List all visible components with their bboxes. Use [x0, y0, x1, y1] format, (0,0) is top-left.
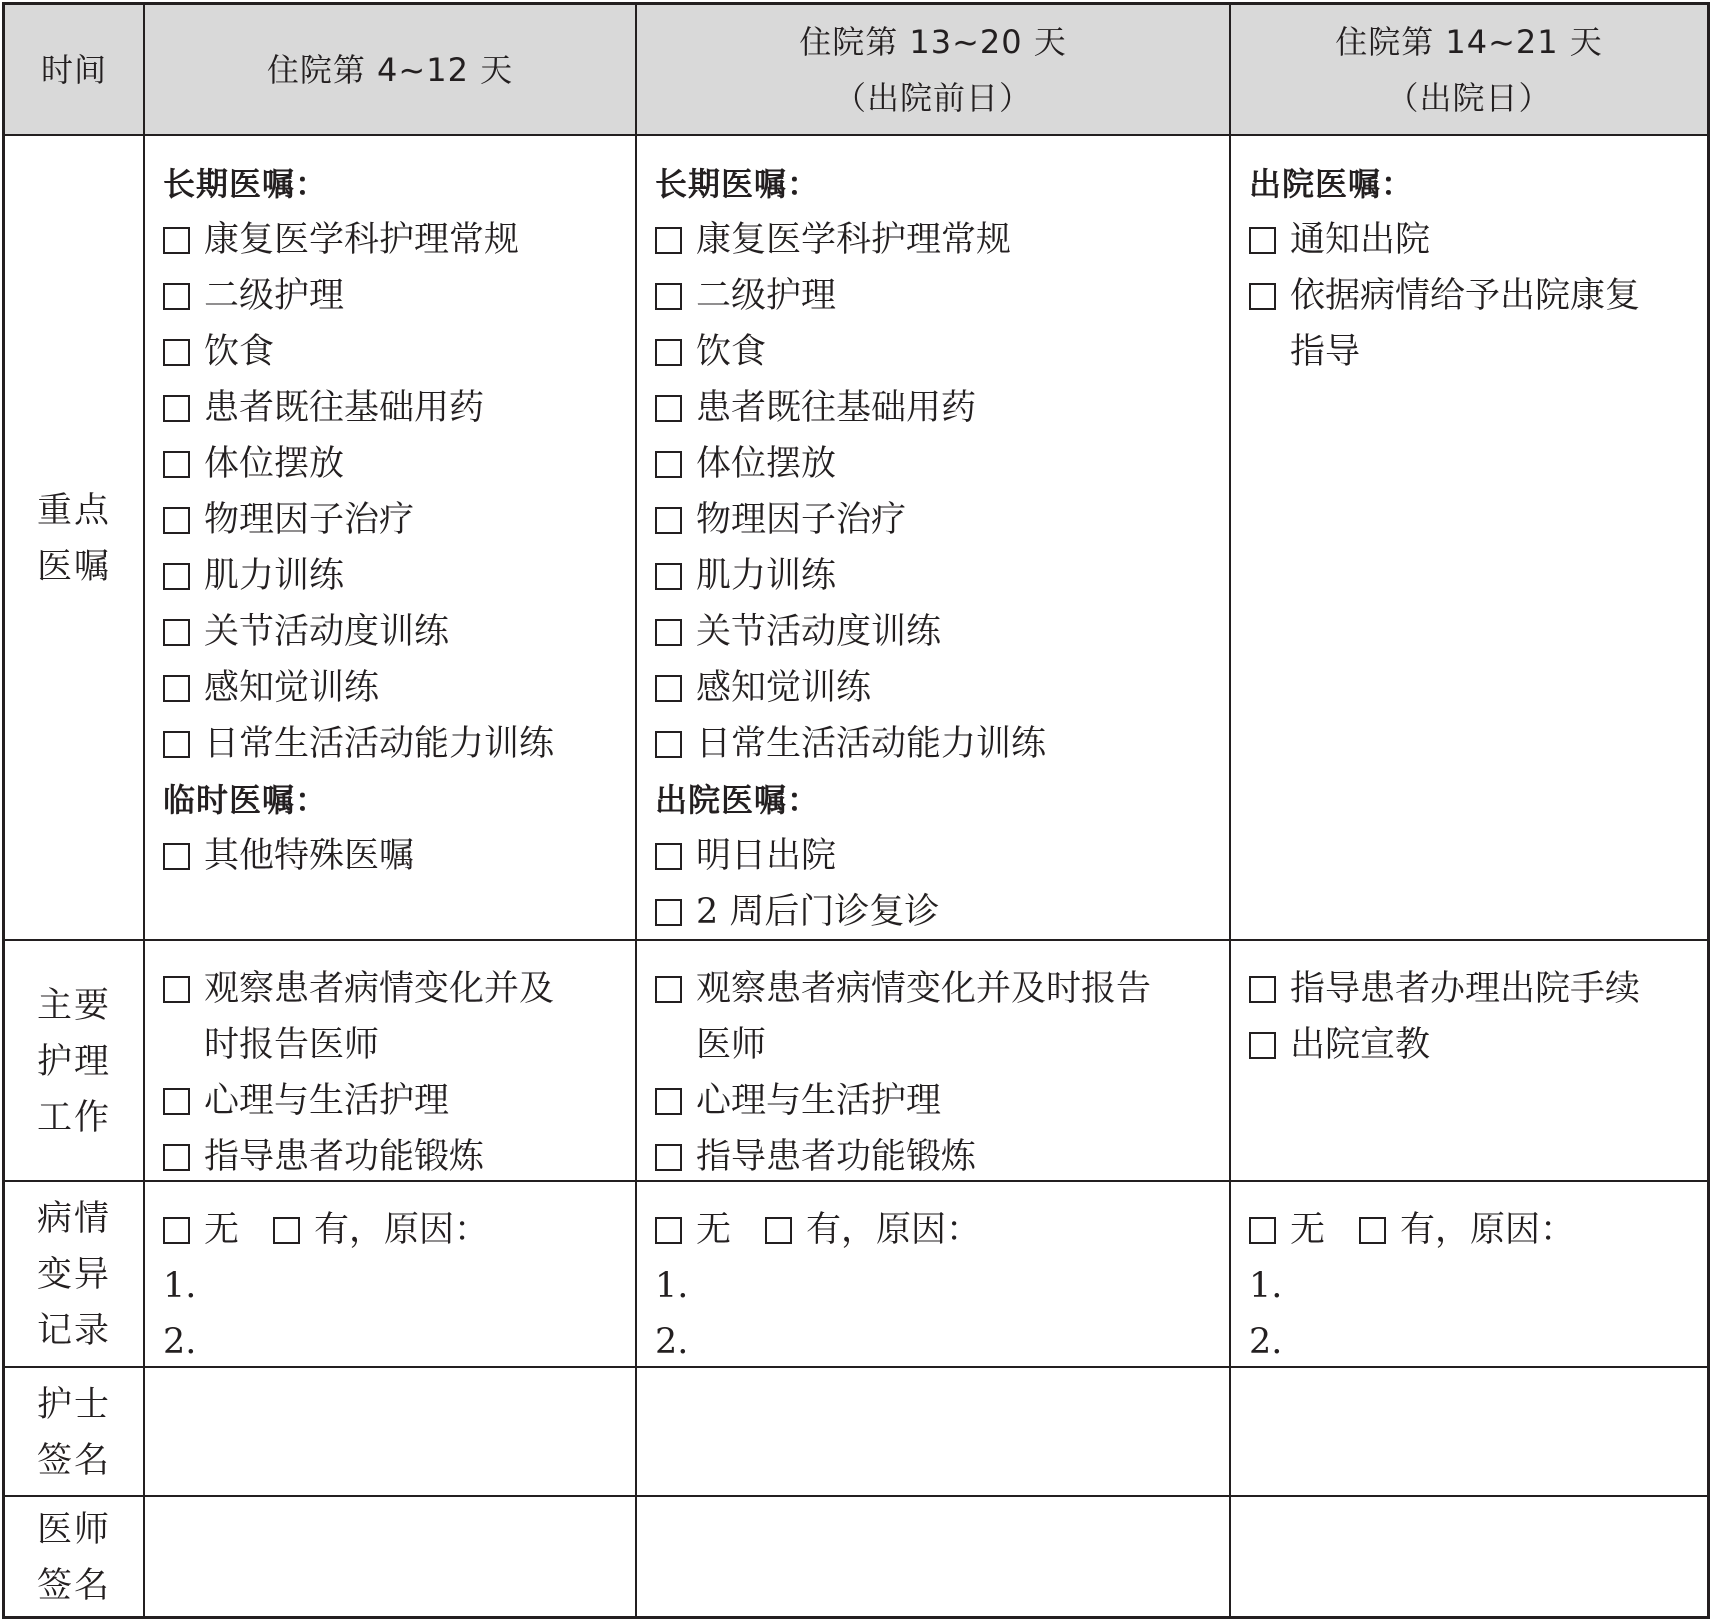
order-item[interactable]: 二级护理 [655, 268, 1229, 324]
row-label: 记录 [36, 1311, 111, 1351]
order-item[interactable]: 肌力训练 [655, 548, 1229, 604]
variance-options: 无 有，原因： [655, 1202, 1229, 1258]
nursing-item-continuation: 时报告医师 [204, 1025, 380, 1065]
checkbox[interactable] [163, 451, 190, 478]
checkbox[interactable] [655, 227, 682, 254]
variance-yes-checkbox[interactable] [765, 1217, 792, 1244]
nursing-col2 [637, 941, 1231, 1182]
row-label: 签名 [36, 1440, 111, 1481]
variance-item-1: 1. [655, 1266, 689, 1306]
header-col3-cell [1231, 5, 1707, 134]
checkbox[interactable] [163, 395, 190, 422]
checkbox[interactable] [655, 899, 682, 926]
nursing-item[interactable]: 心理与生活护理 [655, 1073, 1229, 1129]
checkbox[interactable] [163, 1088, 190, 1115]
nursing-label-cell [5, 941, 145, 1182]
variance-item-1: 1. [1249, 1266, 1283, 1306]
nurse-signature-row [5, 1366, 1707, 1497]
nurse-signature-col1[interactable] [145, 1368, 637, 1497]
order-item[interactable]: 通知出院 [1249, 212, 1707, 268]
doctor-signature-row [5, 1495, 1707, 1618]
header-time-cell [5, 5, 145, 134]
nursing-col1 [145, 941, 637, 1182]
order-item[interactable]: 感知觉训练 [655, 660, 1229, 716]
row-label: 医师 [36, 1509, 111, 1550]
nursing-item[interactable]: 观察患者病情变化并及时报告 [655, 961, 1229, 1017]
order-item[interactable]: 康复医学科护理常规 [655, 212, 1229, 268]
checkbox[interactable] [655, 843, 682, 870]
checkbox[interactable] [655, 731, 682, 758]
order-item[interactable]: 其他特殊医嘱 [163, 828, 635, 884]
nursing-item[interactable]: 指导患者功能锻炼 [655, 1129, 1229, 1185]
checkbox[interactable] [655, 1088, 682, 1115]
doctor-signature-col3[interactable] [1231, 1497, 1707, 1618]
discharge-orders-title: 出院医嘱： [1249, 165, 1415, 203]
checkbox[interactable] [163, 1144, 190, 1171]
checkbox[interactable] [163, 675, 190, 702]
checkbox[interactable] [655, 283, 682, 310]
nursing-item[interactable]: 指导患者办理出院手续 [1249, 961, 1707, 1017]
checkbox[interactable] [163, 507, 190, 534]
key-orders-col3 [1231, 136, 1707, 941]
order-item[interactable]: 康复医学科护理常规 [163, 212, 635, 268]
variance-options: 无 有，原因： [1249, 1202, 1707, 1258]
order-item[interactable]: 饮食 [163, 324, 635, 380]
nursing-item[interactable]: 出院宣教 [1249, 1017, 1707, 1073]
order-item[interactable]: 关节活动度训练 [163, 604, 635, 660]
key-orders-label-cell [5, 136, 145, 941]
doctor-signature-label-cell [5, 1497, 145, 1618]
checkbox[interactable] [655, 339, 682, 366]
variance-item-2: 2. [163, 1322, 197, 1362]
variance-yes-checkbox[interactable] [1359, 1217, 1386, 1244]
variance-none-checkbox[interactable] [655, 1217, 682, 1244]
key-orders-col1 [145, 136, 637, 941]
variance-col1 [145, 1182, 637, 1368]
nurse-signature-col3[interactable] [1231, 1368, 1707, 1497]
order-item[interactable]: 感知觉训练 [163, 660, 635, 716]
checkbox[interactable] [163, 283, 190, 310]
variance-none-checkbox[interactable] [1249, 1217, 1276, 1244]
checkbox[interactable] [163, 339, 190, 366]
checkbox[interactable] [163, 731, 190, 758]
order-item[interactable]: 患者既往基础用药 [655, 380, 1229, 436]
order-item[interactable]: 物理因子治疗 [163, 492, 635, 548]
order-item[interactable]: 关节活动度训练 [655, 604, 1229, 660]
order-item[interactable]: 肌力训练 [163, 548, 635, 604]
checkbox[interactable] [1249, 1032, 1276, 1059]
checkbox[interactable] [163, 227, 190, 254]
variance-options: 无 有，原因： [163, 1202, 635, 1258]
row-label: 重点 [36, 490, 111, 531]
row-label: 主要 [36, 985, 111, 1026]
discharge-orders-title: 出院医嘱： [655, 781, 821, 819]
nurse-signature-col2[interactable] [637, 1368, 1231, 1497]
checkbox[interactable] [655, 976, 682, 1003]
row-label: 工作 [36, 1097, 111, 1138]
order-item[interactable]: 日常生活活动能力训练 [655, 716, 1229, 772]
long-term-orders-title: 长期医嘱： [655, 165, 821, 203]
row-label: 变异 [36, 1255, 111, 1295]
order-item[interactable]: 明日出院 [655, 828, 1229, 884]
doctor-signature-col1[interactable] [145, 1497, 637, 1618]
variance-none-checkbox[interactable] [163, 1217, 190, 1244]
header-col1-title: 住院第 4~12 天 [266, 50, 514, 89]
nursing-item[interactable]: 观察患者病情变化并及 [163, 961, 635, 1017]
nursing-col3 [1231, 941, 1707, 1182]
variance-row [5, 1180, 1707, 1368]
clinical-pathway-table [2, 2, 1710, 1619]
variance-yes-checkbox[interactable] [273, 1217, 300, 1244]
header-col1-cell [145, 5, 637, 134]
variance-item-2: 2. [1249, 1322, 1283, 1362]
row-label: 医嘱 [36, 546, 111, 587]
checkbox[interactable] [655, 619, 682, 646]
checkbox[interactable] [655, 675, 682, 702]
checkbox[interactable] [1249, 283, 1276, 310]
nursing-item-continuation: 医师 [696, 1025, 767, 1065]
variance-item-2: 2. [655, 1322, 689, 1362]
order-item[interactable]: 依据病情给予出院康复 [1249, 268, 1707, 324]
header-col2-cell [637, 5, 1231, 134]
nursing-item[interactable]: 指导患者功能锻炼 [163, 1129, 635, 1185]
nursing-item[interactable]: 心理与生活护理 [163, 1073, 635, 1129]
checkbox[interactable] [163, 619, 190, 646]
order-item[interactable]: 物理因子治疗 [655, 492, 1229, 548]
row-label: 签名 [36, 1565, 111, 1606]
variance-label-cell [5, 1182, 145, 1368]
checkbox[interactable] [655, 1144, 682, 1171]
header-col2-subtitle: （出院前日） [833, 78, 1032, 117]
header-row [5, 5, 1707, 134]
header-col2-title: 住院第 13~20 天 [799, 22, 1067, 61]
key-orders-row [5, 134, 1707, 941]
order-item[interactable]: 二级护理 [163, 268, 635, 324]
key-orders-col2 [637, 136, 1231, 941]
header-col3-subtitle: （出院日） [1386, 78, 1552, 117]
variance-col3 [1231, 1182, 1707, 1368]
row-label: 护士 [36, 1384, 111, 1425]
variance-col2 [637, 1182, 1231, 1368]
order-item[interactable]: 饮食 [655, 324, 1229, 380]
checkbox[interactable] [163, 843, 190, 870]
order-item[interactable]: 体位摆放 [655, 436, 1229, 492]
doctor-signature-col2[interactable] [637, 1497, 1231, 1618]
checkbox[interactable] [655, 507, 682, 534]
row-label: 病情 [36, 1199, 111, 1239]
order-item[interactable]: 日常生活活动能力训练 [163, 716, 635, 772]
header-time-label: 时间 [40, 50, 107, 89]
long-term-orders-title: 长期医嘱： [163, 165, 329, 203]
temporary-orders-title: 临时医嘱： [163, 781, 329, 819]
checkbox[interactable] [1249, 227, 1276, 254]
checkbox[interactable] [163, 563, 190, 590]
order-item[interactable]: 2 周后门诊复诊 [655, 884, 1229, 940]
order-item[interactable]: 患者既往基础用药 [163, 380, 635, 436]
checkbox[interactable] [655, 563, 682, 590]
order-item-continuation: 指导 [1290, 332, 1361, 372]
checkbox[interactable] [163, 976, 190, 1003]
order-item[interactable]: 体位摆放 [163, 436, 635, 492]
header-col3-title: 住院第 14~21 天 [1335, 22, 1603, 61]
checkbox[interactable] [655, 451, 682, 478]
checkbox[interactable] [655, 395, 682, 422]
nursing-row [5, 939, 1707, 1182]
variance-item-1: 1. [163, 1266, 197, 1306]
nurse-signature-label-cell [5, 1368, 145, 1497]
row-label: 护理 [36, 1041, 111, 1082]
checkbox[interactable] [1249, 976, 1276, 1003]
